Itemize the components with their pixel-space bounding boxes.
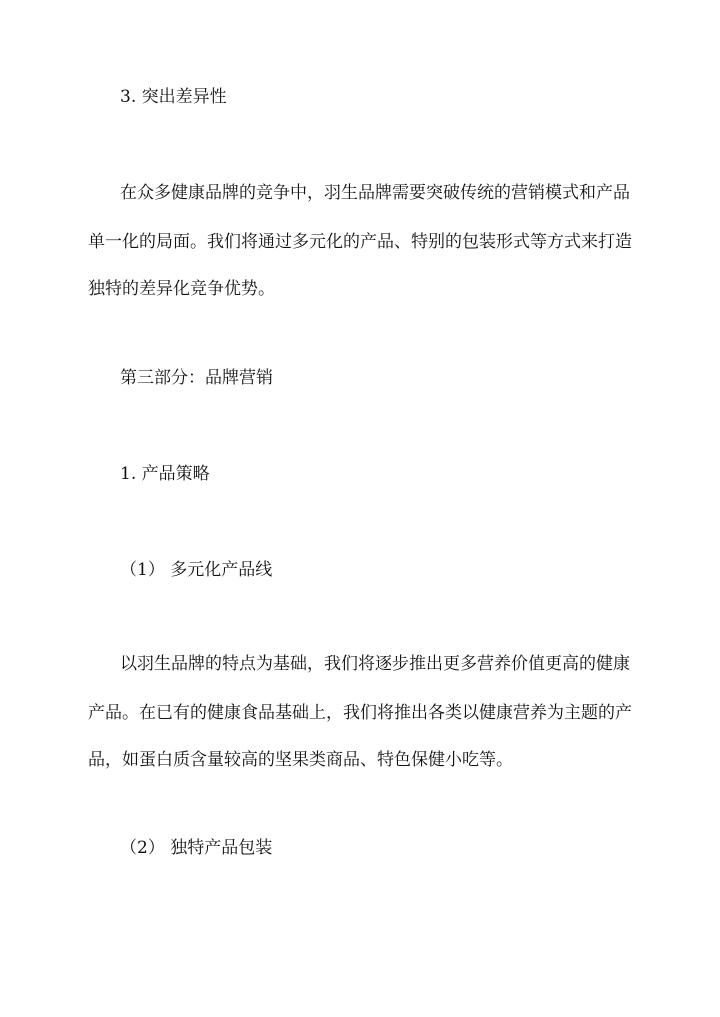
item-2-heading: （2） 独特产品包装 — [120, 838, 273, 858]
paragraph-line: 品，如蛋白质含量较高的坚果类商品、特色保健小吃等。 — [88, 750, 513, 770]
paragraph-line: 产品。在已有的健康食品基础上，我们将推出各类以健康营养为主题的产 — [88, 703, 632, 723]
paragraph-differentiation — [88, 185, 644, 298]
paragraph-line: 以羽生品牌的特点为基础，我们将逐步推出更多营养价值更高的健康 — [120, 654, 630, 674]
paragraph-line: 单一化的局面。我们将通过多元化的产品、特别的包装形式等方式来打造 — [88, 232, 632, 252]
paragraph-line: 在众多健康品牌的竞争中，羽生品牌需要突破传统的营销模式和产品 — [120, 183, 630, 203]
item-1-heading: （1） 多元化产品线 — [120, 560, 273, 580]
paragraph-product-line — [88, 656, 644, 769]
subsection-1-heading: 1. 产品策略 — [120, 464, 210, 484]
section-3-heading: 3. 突出差异性 — [120, 87, 227, 107]
part-3-heading: 第三部分：品牌营销 — [120, 368, 273, 388]
paragraph-line: 独特的差异化竞争优势。 — [88, 279, 275, 299]
